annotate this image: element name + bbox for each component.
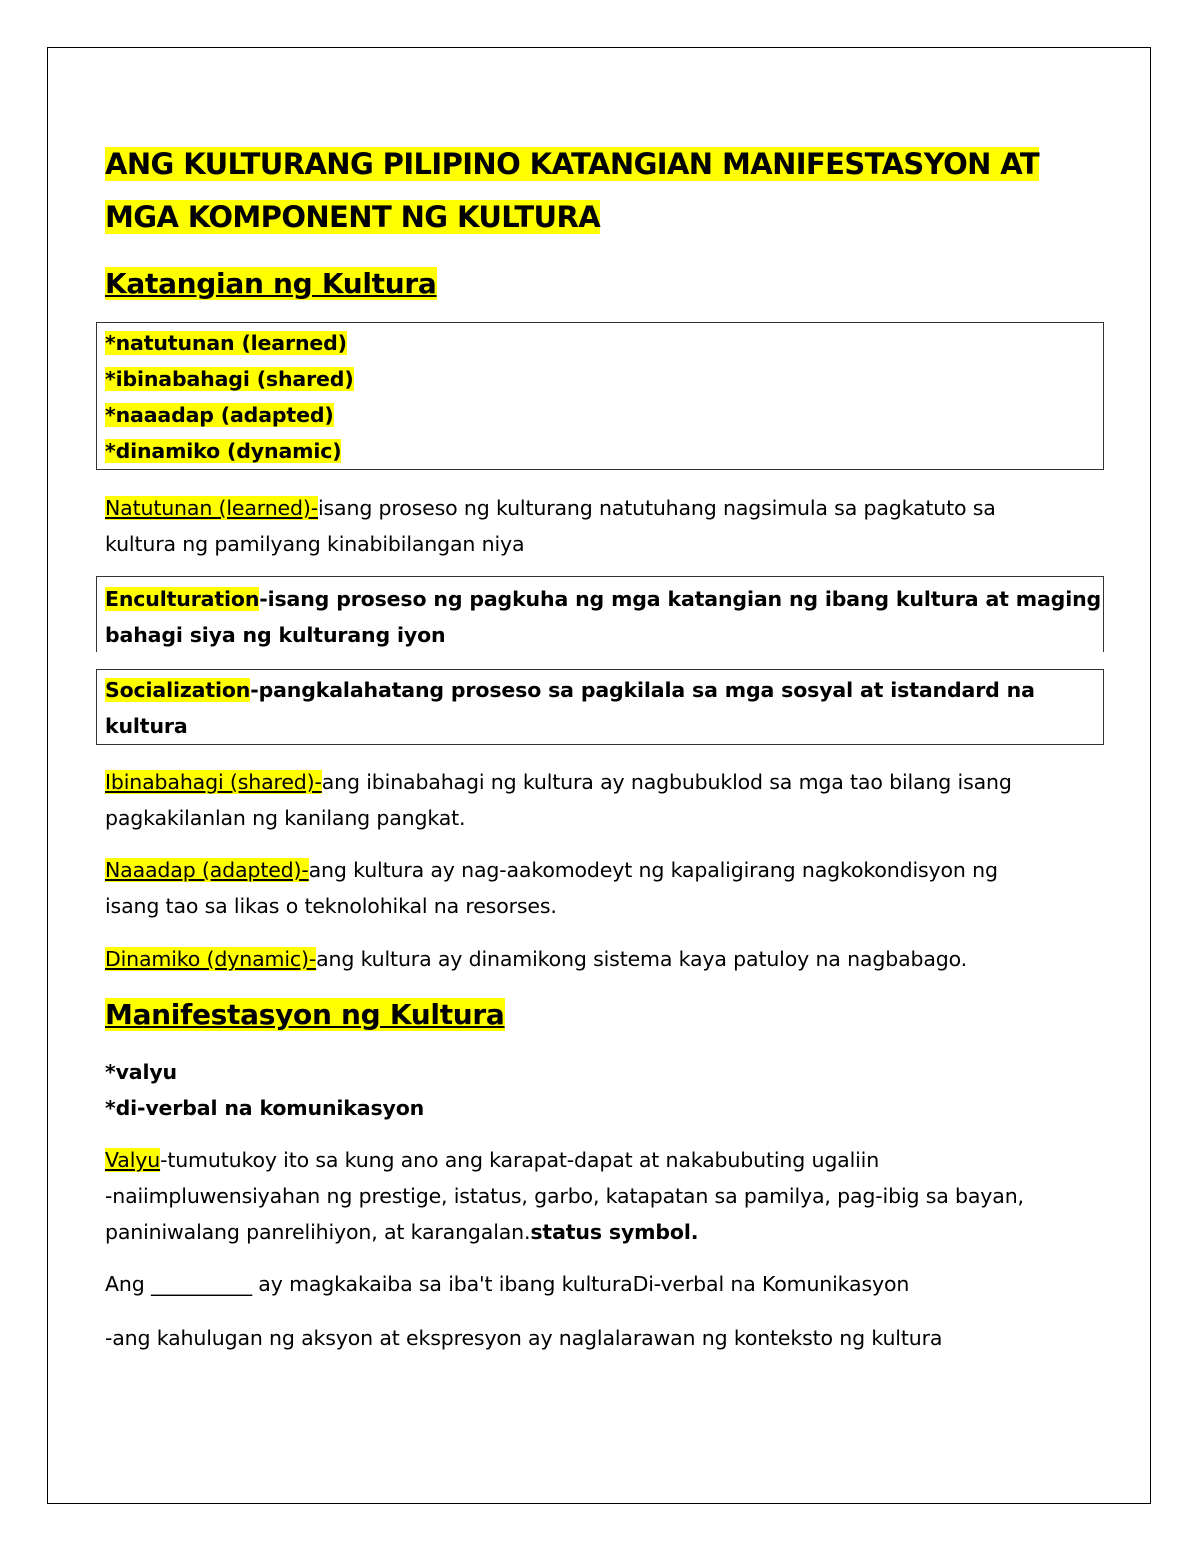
- socialization-paragraph: Socialization-pangkalahatang proseso sa pagkilala sa mga sosyal at istandard na kultura: [105, 678, 1035, 738]
- socialization-term: Socialization: [105, 678, 251, 702]
- document-title: [105, 138, 1105, 244]
- ibinabahagi-term: Ibinabahagi (shared)-: [105, 770, 322, 794]
- katangian-list: [105, 325, 1105, 469]
- manifestasyon-list: [105, 1054, 1105, 1126]
- enculturation-term: Enculturation: [105, 587, 260, 611]
- valyu-paragraph: Valyu-tumutukoy ito sa kung ano ang karapat-dapat at nakabubuting ugaliin -naiimpluwensiyahan ng prestige, istatus, garbo, katapatan sa pamilya, pag-ibig sa bayan, paniniwalang panrelihiyon, at karangalan.status symbol.: [105, 1148, 1024, 1244]
- kahulugan-paragraph: -ang kahulugan ng aksyon at ekspresyon ay naglalarawan ng konteksto ng kultura: [105, 1326, 943, 1350]
- valyu-term: Valyu: [105, 1148, 161, 1172]
- ang-blank-paragraph: Ang __________ ay magkakaiba sa iba't ibang kulturaDi-verbal na Komunikasyon: [105, 1272, 910, 1296]
- list-item: *di-verbal na komunikasyon: [105, 1096, 425, 1120]
- naaadap-term: Naaadap (adapted)-: [105, 858, 309, 882]
- list-item: *valyu: [105, 1060, 178, 1084]
- ibinabahagi-paragraph: Ibinabahagi (shared)-ang ibinabahagi ng kultura ay nagbubuklod sa mga tao bilang isang pagkakilanlan ng kanilang pangkat.: [105, 770, 1012, 830]
- manifestasyon-heading: Manifestasyon ng Kultura: [105, 998, 505, 1031]
- dinamiko-paragraph: Dinamiko (dynamic)-ang kultura ay dinamikong sistema kaya patuloy na nagbabago.: [105, 947, 968, 971]
- natutunan-paragraph: Natutunan (learned)-isang proseso ng kulturang natutuhang nagsimula sa pagkatuto sa kultura ng pamilyang kinabibilangan niya: [105, 496, 996, 556]
- dinamiko-term: Dinamiko (dynamic)-: [105, 947, 317, 971]
- naaadap-paragraph: Naaadap (adapted)-ang kultura ay nag-aakomodeyt ng kapaligirang nagkokondisyon ng isang tao sa likas o teknolohikal na resorses.: [105, 858, 998, 918]
- natutunan-term: Natutunan (learned)-: [105, 496, 318, 520]
- list-item: *natutunan (learned): [105, 331, 347, 355]
- list-item: *naaadap (adapted): [105, 403, 334, 427]
- title-line-2: MGA KOMPONENT NG KULTURA: [105, 200, 601, 234]
- list-item: *ibinabahagi (shared): [105, 367, 354, 391]
- list-item: *dinamiko (dynamic): [105, 439, 342, 463]
- enculturation-paragraph: Enculturation-isang proseso ng pagkuha ng mga katangian ng ibang kultura at maging bahagi siya ng kulturang iyon: [105, 587, 1102, 647]
- katangian-heading: Katangian ng Kultura: [105, 267, 437, 300]
- title-line-1: ANG KULTURANG PILIPINO KATANGIAN MANIFESTASYON AT: [105, 147, 1040, 181]
